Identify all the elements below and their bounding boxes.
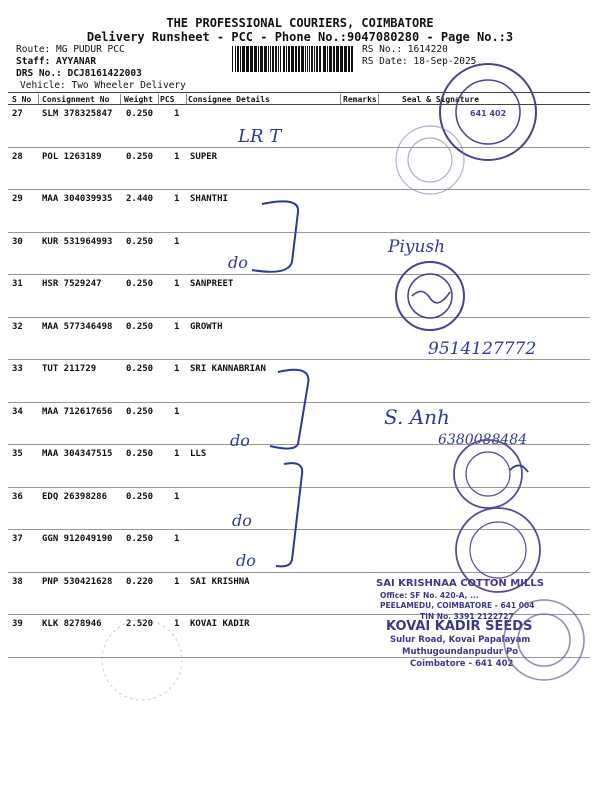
barcode-bar: [272, 46, 274, 72]
row-divider: [8, 317, 590, 318]
row-sno: 35: [12, 449, 23, 459]
row-divider: [8, 572, 590, 573]
barcode-bar: [264, 46, 267, 72]
round-stamp-faded-28: [396, 126, 464, 194]
barcode-bar: [254, 46, 257, 72]
faded-stamp-bottom-left: [102, 620, 182, 700]
table-header-rule: [8, 104, 590, 105]
round-stamp-bottom-right: [504, 600, 584, 680]
row-divider: [8, 487, 590, 488]
row-consignment-no: TUT 211729: [42, 364, 97, 374]
barcode-bar: [340, 46, 343, 72]
row-consignment-no: SLM 378325847: [42, 109, 113, 119]
row-pcs: 1: [174, 236, 180, 247]
row-sno: 28: [12, 151, 23, 162]
barcode-bar: [309, 46, 310, 72]
rs-date: RS Date: 18-Sep-2025: [362, 56, 477, 67]
row-pcs: 1: [174, 364, 180, 374]
row-divider: [8, 232, 590, 233]
row-weight: 2.440: [126, 194, 154, 204]
handwriting-row34-number: 6380088484: [438, 432, 528, 448]
row-consignee: SANPREET: [190, 279, 234, 289]
ditto-row30: do: [228, 253, 248, 272]
barcode-bar: [270, 46, 271, 72]
barcode-bar: [311, 46, 313, 72]
row-consignment-no: POL 1263189: [42, 151, 102, 162]
barcode-bar: [323, 46, 326, 72]
barcode-bar: [258, 46, 259, 72]
row-sno: 38: [12, 576, 23, 587]
ditto-row37: do: [236, 551, 256, 570]
rs-number: RS No.: 1614220: [362, 44, 448, 55]
row-sno: 31: [12, 279, 23, 289]
row-divider: [8, 402, 590, 403]
row-pcs: 1: [174, 109, 180, 119]
row-weight: 0.250: [126, 109, 154, 119]
barcode-bar: [246, 46, 249, 72]
runsheet-subtitle: Delivery Runsheet - PCC - Phone No.:9047080280 - Page No.:3: [86, 30, 514, 44]
row-consignee: SRI KANNABRIAN: [190, 364, 266, 374]
row-pcs: 1: [174, 151, 180, 162]
svg-text:Office: SF No. 420-A, ...: Office: SF No. 420-A, ...: [380, 591, 479, 600]
col-header-sno: S No: [12, 95, 32, 104]
barcode-bar: [237, 46, 239, 72]
barcode-bar: [336, 46, 339, 72]
barcode-bar: [268, 46, 269, 72]
staff-label: Staff: AYYANAR: [16, 56, 97, 67]
row-consignment-no: MAA 577346498: [42, 321, 113, 332]
barcode: [232, 46, 356, 72]
barcode-bar: [298, 46, 300, 72]
row-sno: 34: [12, 406, 23, 417]
col-header-remarks: Remarks: [343, 95, 377, 104]
column-separator: [340, 94, 341, 104]
svg-text:TIN No. 3391 2122727: TIN No. 3391 2122727: [420, 612, 514, 621]
row-pcs: 1: [174, 491, 180, 502]
row-weight: 0.250: [126, 534, 154, 544]
round-stamp-row37: [456, 508, 540, 592]
row-consignee: GROWTH: [190, 321, 223, 332]
row-consignment-no: PNP 530421628: [42, 576, 113, 587]
row-consignment-no: KUR 531964993: [42, 236, 113, 247]
barcode-bar: [250, 46, 253, 72]
barcode-bar: [295, 46, 297, 72]
handwriting-row30-name: Piyush: [388, 237, 446, 257]
vehicle-label: Vehicle: Two Wheeler Delivery: [20, 80, 186, 91]
row-divider: [8, 614, 590, 615]
svg-text:Muthugoundanpudur Po: Muthugoundanpudur Po: [402, 647, 519, 657]
barcode-bar: [278, 46, 279, 72]
barcode-bar: [260, 46, 263, 72]
row-consignee: LLS: [190, 449, 207, 459]
handwriting-row34-sign: S. Anh: [384, 405, 450, 429]
row-divider: [8, 657, 590, 658]
column-separator: [158, 94, 159, 104]
ditto-row36: do: [232, 511, 252, 530]
row-consignee: SUPER: [190, 151, 218, 162]
row-divider: [8, 147, 590, 148]
column-separator: [38, 94, 39, 104]
row-sno: 36: [12, 491, 23, 502]
row-consignee: SAI KRISHNA: [190, 576, 250, 587]
col-header-consignment: Consignment No: [42, 95, 110, 104]
barcode-bar: [242, 46, 245, 72]
column-separator: [186, 94, 187, 104]
kovai-kadir-stamp: [386, 619, 532, 669]
company-title: THE PROFESSIONAL COURIERS, COIMBATORE: [166, 16, 434, 30]
table-top-rule: [8, 92, 590, 93]
row-divider: [8, 359, 590, 360]
column-separator: [120, 94, 121, 104]
row-sno: 37: [12, 534, 23, 544]
row-consignment-no: MAA 304347515: [42, 449, 113, 459]
svg-text:641 402: 641 402: [470, 109, 507, 118]
ditto-brace-33-35: [270, 370, 308, 449]
barcode-bar: [288, 46, 290, 72]
row-consignment-no: HSR 7529247: [42, 279, 102, 289]
round-stamp-row31: [396, 262, 464, 330]
ditto-brace-29-30: [252, 201, 298, 271]
col-header-weight: Weight: [124, 95, 153, 104]
barcode-bar: [280, 46, 281, 72]
row-weight: 0.250: [126, 151, 154, 162]
row-pcs: 1: [174, 321, 180, 332]
handwriting-row27: LR T: [238, 126, 282, 147]
row-pcs: 1: [174, 619, 180, 629]
barcode-bar: [235, 46, 236, 72]
row-sno: 32: [12, 321, 23, 332]
row-sno: 33: [12, 364, 23, 374]
row-consignment-no: EDQ 26398286: [42, 491, 108, 502]
row-consignment-no: KLK 8278946: [42, 619, 102, 629]
barcode-bar: [327, 46, 328, 72]
barcode-bar: [333, 46, 335, 72]
col-header-consignee: Consignee Details: [188, 95, 270, 104]
drs-label: DRS No.: DCJ8161422003: [16, 68, 142, 79]
svg-text:Sulur Road, Kovai Papalayam: Sulur Road, Kovai Papalayam: [390, 635, 531, 645]
svg-text:PEELAMEDU, COIMBATORE - 641 00: PEELAMEDU, COIMBATORE - 641 004: [380, 601, 535, 610]
ditto-brace-36-37: [276, 463, 302, 566]
barcode-bar: [301, 46, 304, 72]
row-pcs: 1: [174, 194, 180, 204]
row-weight: 0.250: [126, 236, 154, 247]
column-separator: [378, 94, 379, 104]
barcode-bar: [319, 46, 321, 72]
barcode-bar: [344, 46, 347, 72]
row-consignee: KOVAI KADIR: [190, 619, 250, 629]
barcode-bar: [351, 46, 353, 72]
col-header-seal-signature: Seal & Signature: [402, 95, 480, 104]
row-pcs: 1: [174, 534, 180, 544]
barcode-bar: [240, 46, 241, 72]
barcode-bar: [307, 46, 308, 72]
row-pcs: 1: [174, 449, 180, 459]
ditto-row34: do: [230, 431, 250, 450]
row-pcs: 1: [174, 576, 180, 587]
row-sno: 29: [12, 194, 23, 204]
row-weight: 2.520: [126, 619, 154, 629]
svg-text:Coimbatore - 641 402: Coimbatore - 641 402: [410, 659, 514, 669]
barcode-bar: [314, 46, 315, 72]
row-weight: 0.220: [126, 576, 154, 587]
svg-text:SAI KRISHNAA COTTON MILLS: SAI KRISHNAA COTTON MILLS: [376, 578, 544, 589]
row-consignment-no: GGN 912049190: [42, 534, 113, 544]
barcode-bar: [275, 46, 277, 72]
row-divider: [8, 189, 590, 190]
barcode-bar: [348, 46, 350, 72]
row-divider: [8, 444, 590, 445]
row-weight: 0.250: [126, 491, 154, 502]
row-consignment-no: MAA 304039935: [42, 194, 113, 204]
route-label: Route: MG PUDUR PCC: [16, 44, 125, 55]
row-divider: [8, 529, 590, 530]
barcode-bar: [305, 46, 306, 72]
row-weight: 0.250: [126, 449, 154, 459]
row-divider: [8, 274, 590, 275]
row-consignment-no: MAA 712617656: [42, 406, 113, 417]
barcode-bar: [329, 46, 332, 72]
barcode-bar: [316, 46, 318, 72]
barcode-bar: [283, 46, 285, 72]
handwriting-row32-number: 9514127772: [428, 339, 537, 359]
barcode-bar: [286, 46, 287, 72]
row-weight: 0.250: [126, 364, 154, 374]
row-pcs: 1: [174, 279, 180, 289]
row-sno: 39: [12, 619, 23, 629]
row-consignee: SHANTHI: [190, 194, 228, 204]
barcode-bar: [232, 46, 233, 72]
svg-text:KOVAI KADIR SEEDS: KOVAI KADIR SEEDS: [386, 619, 533, 634]
round-stamp-row35: [454, 440, 528, 508]
row-pcs: 1: [174, 406, 180, 417]
row-weight: 0.250: [126, 321, 154, 332]
row-sno: 30: [12, 236, 23, 247]
row-weight: 0.250: [126, 406, 154, 417]
row-weight: 0.250: [126, 279, 154, 289]
row-sno: 27: [12, 109, 23, 119]
col-header-pcs: PCS: [160, 95, 175, 104]
barcode-bar: [291, 46, 294, 72]
